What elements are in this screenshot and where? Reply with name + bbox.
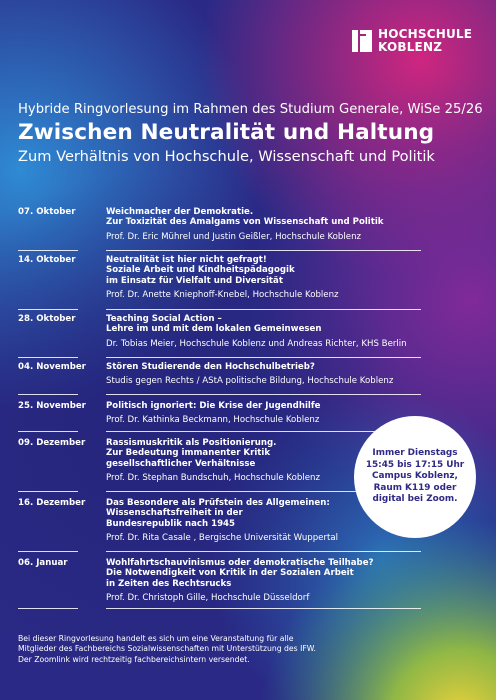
subtitle: Zum Verhältnis von Hochschule, Wissenschaft und Politik — [18, 148, 435, 165]
event-date: 25. November — [18, 401, 86, 411]
divider — [18, 357, 78, 358]
divider — [106, 309, 421, 310]
divider — [18, 491, 78, 492]
event-title: Wohlfahrtschauvinismus oder demokratische Teilhabe? Die Notwendigkeit von Kritik in der Sozialen Arbeit in Zeiten des Rechtsrucks — [106, 558, 374, 589]
event-title: Stören Studierende den Hochschulbetrieb? — [106, 362, 315, 372]
page-title: Zwischen Neutralität und Haltung — [18, 120, 435, 145]
event-speaker: Prof. Dr. Christoph Gille, Hochschule Düsseldorf — [106, 593, 310, 604]
divider — [106, 357, 421, 358]
event-speaker: Dr. Tobias Meier, Hochschule Koblenz und Andreas Richter, KHS Berlin — [106, 338, 407, 349]
footer-note: Bei dieser Ringvorlesung handelt es sich um eine Veranstaltung für alle Mitglieder des Fachbereichs Sozialwissenschaften mit Unterstützung des IFW. Der Zoomlink wird rechtzeitig fachbereichsintern versendet. — [18, 634, 316, 664]
event-date: 07. Oktober — [18, 207, 76, 217]
event-title: Weichmacher der Demokratie. Zur Toxizität des Amalgams von Wissenschaft und Politik — [106, 207, 384, 228]
event-title: Das Besondere als Prüfstein des Allgemeinen: Wissenschaftsfreiheit in der Bundesrepublik nach 1945 — [106, 498, 330, 529]
event-speaker: Prof. Dr. Anette Kniephoff-Knebel, Hochschule Koblenz — [106, 290, 339, 301]
logo-line-2: KOBLENZ — [378, 40, 443, 54]
event-speaker: Prof. Dr. Stephan Bundschuh, Hochschule Koblenz — [106, 473, 320, 484]
header — [18, 101, 488, 166]
divider — [106, 394, 421, 395]
event-title: Neutralität ist hier nicht gefragt! Soziale Arbeit und Kindheitspädagogik im Einsatz für Vielfalt und Diversität — [106, 255, 295, 286]
event-title: Teaching Social Action – Lehre im und mit dem lokalen Gemeinwesen — [106, 314, 322, 335]
divider — [106, 551, 421, 552]
event-speaker: Prof. Dr. Kathinka Beckmann, Hochschule Koblenz — [106, 415, 320, 426]
badge-text: Immer Dienstags 15:45 bis 17:15 Uhr Campus Koblenz, Raum K119 oder digital bei Zoom. — [365, 448, 465, 505]
divider — [106, 608, 421, 609]
divider — [18, 608, 78, 609]
event-date: 14. Oktober — [18, 255, 76, 265]
event-date: 09. Dezember — [18, 438, 86, 448]
event-title: Politisch ignoriert: Die Krise der Jugendhilfe — [106, 401, 321, 411]
divider — [106, 250, 421, 251]
event-date: 16. Dezember — [18, 498, 86, 508]
event-speaker: Studis gegen Rechts / AStA politische Bildung, Hochschule Koblenz — [106, 376, 394, 387]
logo-mark-icon — [352, 30, 372, 52]
hochschule-koblenz-logo — [352, 28, 472, 54]
divider — [18, 250, 78, 251]
event-speaker: Prof. Dr. Eric Mührel und Justin Geißler, Hochschule Koblenz — [106, 231, 362, 242]
divider — [18, 394, 78, 395]
divider — [18, 551, 78, 552]
event-title: Rassismuskritik als Positionierung. Zur Bedeutung immanenter Kritik gesellschaftlicher Verhältnisse — [106, 438, 277, 469]
event-date: 28. Oktober — [18, 314, 76, 324]
divider — [18, 431, 78, 432]
event-date: 06. Januar — [18, 558, 68, 568]
divider — [18, 309, 78, 310]
event-date: 04. November — [18, 362, 86, 372]
time-location-badge — [354, 416, 476, 538]
event-speaker: Prof. Dr. Rita Casale , Bergische Universität Wuppertal — [106, 533, 339, 544]
logo-line-1: HOCHSCHULE — [378, 27, 473, 41]
kicker: Hybride Ringvorlesung im Rahmen des Studium Generale, WiSe 25/26 — [18, 102, 483, 117]
